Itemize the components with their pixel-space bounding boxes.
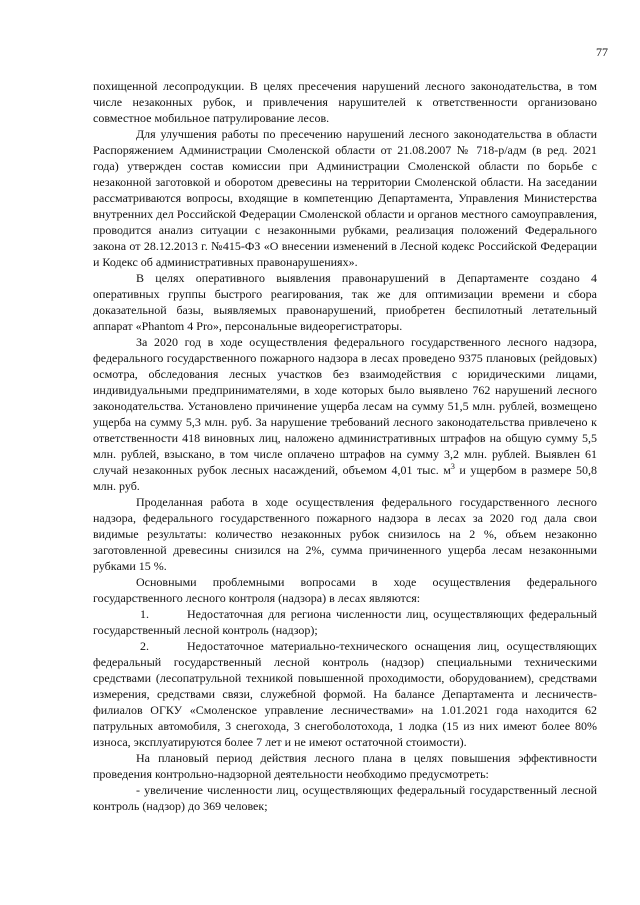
list-item — [93, 638, 597, 750]
paragraph-continuation: похищенной лесопродукции. В целях пресечения нарушений лесного законодательства, в том числе незаконных рубок, и привлечения нарушителей к ответственности организовано совместное мобильное патрулирование лесов. — [93, 79, 597, 125]
list-item — [93, 606, 597, 638]
paragraph-problems: Основными проблемными вопросами в ходе осуществления федерального государственного лесного контроля (надзора) в лесах являются: — [93, 575, 597, 605]
text-2020-tail: и ущербом в размере 50,8 млн. руб. — [93, 463, 597, 493]
paragraph-2020-results — [93, 334, 597, 494]
paragraph-bullet: - увеличение численности лиц, осуществляющих федеральный государственный лесной контроль (надзор) до 369 человек; — [93, 783, 597, 813]
list-item-number: 2. — [140, 639, 149, 653]
paragraph-plan: На плановый период действия лесного плана в целях повышения эффективности проведения контрольно-надзорной деятельности необходимо предусмотреть: — [93, 751, 597, 781]
list-item-number: 1. — [140, 607, 149, 621]
paragraph-commission: Для улучшения работы по пресечению нарушений лесного законодательства в области Распоряжением Администрации Смоленской области от 21.08.2007 № 718-р/адм (в ред. 2021 года) утвержден состав комиссии при Администрации Смоленской области по борьбе с незаконной заготовкой и оборотом древесины на территории Смоленской области. На заседании рассматриваются вопросы, входящие в компетенцию Департамента, Управления Министерства внутренних дел Российской Федерации Смоленской области и органов местного самоуправления, проводится анализ ситуации с незаконными рубками, реализация положений Федерального закона от 28.12.2013 г. №415-ФЗ «О внесении изменений в Лесной кодекс Российской Федерации и Кодекс об административных правонарушениях». — [93, 127, 597, 269]
list-item-text: Недостаточное материально-технического оснащения лиц, осуществляющих федеральный государственный лесной контроль (надзор) специальными техническими средствами (лесопатрульной техникой повышенной проходимости, оборудованием), средствами измерения, средствами связи, служебной формой. На балансе Департамента и лесничеств-филиалов ОГКУ «Смоленское управление лесничествами» на 1.01.2021 года находится 62 патрульных автомобиля, 3 снегохода, 3 снегоболотохода, 1 лодка (15 из них имеют более 80% износа, эксплуатируются более 7 лет и не имеют остаточной стоимости). — [93, 639, 597, 749]
text-2020-main: За 2020 год в ходе осуществления федерального государственного лесного надзора, федерального государственного пожарного надзора в лесах проведено 9375 плановых (рейдовых) осмотра, обследования лесных участков без взаимодействия с юридическими лицами, индивидуальными предпринимателями, в ходе которых было выявлено 762 нарушений лесного законодательства. Установлено причинение ущерба лесам на сумму 51,5 млн. рублей, возмещено ущерба на сумму 5,3 млн. руб. За нарушение требований лесного законодательства привлечено к ответственности 418 виновных лиц, наложено административных штрафов на общую сумму 5,5 млн. рублей, взыскано, в том числе оплачено штрафов на сумму 3,2 млн. рублей. Выявлен 61 случай незаконных рубок лесных насаждений, объемом 4,01 тыс. м — [93, 335, 597, 477]
paragraph-rapid-response: В целях оперативного выявления правонарушений в Департаменте создано 4 оперативных группы быстрого реагирования, так же для оптимизации времени и сбора доказательной базы, выявляемых правонарушений, приобретен беспилотный летательный аппарат «Phantom 4 Pro», персональные видеорегистраторы. — [93, 271, 597, 333]
list-item-text: Недостаточная для региона численности лиц, осуществляющих федеральный государственный лесной контроль (надзор); — [93, 607, 597, 637]
superscript-cubic: 3 — [450, 462, 455, 471]
document-body — [93, 78, 597, 814]
paragraph-visible-results: Проделанная работа в ходе осуществления федерального государственного лесного надзора, федерального государственного пожарного надзора в лесах за 2020 год дала свои видимые результаты: количество незаконных рубок снизилось на 2 %, объем незаконно заготовленной древесины снизился на 2%, сумма причиненного ущерба лесам незаконными рубками 15 %. — [93, 495, 597, 573]
page-number: 77 — [596, 45, 608, 59]
